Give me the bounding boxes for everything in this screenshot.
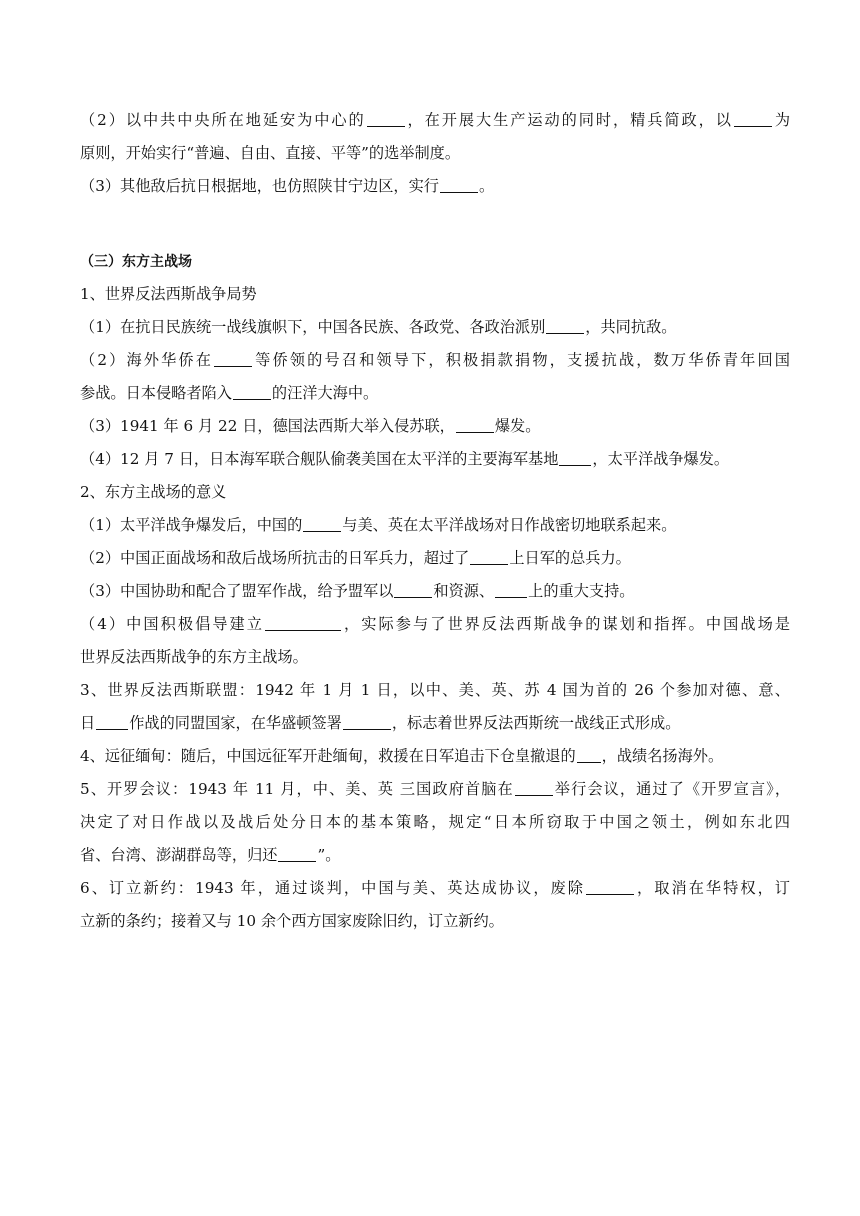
text-line: （4）12 月 7 日，日本海军联合舰队偷袭美国在太平洋的主要海军基地 ，太平洋战争爆发。	[80, 450, 730, 468]
text-line: 原则，开始实行“普遍、自由、直接、平等”的选举制度。	[80, 144, 461, 162]
text-line: （2）以中共中央所在地延安为中心的 ，在开展大生产运动的同时，精兵简政，以 为	[80, 111, 791, 129]
text-line: 立新的条约；接着又与 10 余个西方国家废除旧约，订立新约。	[80, 912, 504, 930]
answer-blank	[546, 318, 584, 334]
answer-blank	[515, 780, 553, 796]
text-line: 4、远征缅甸：随后，中国远征军开赴缅甸，救援在日军追击下仓皇撤退的 ，战绩名扬海外。	[80, 747, 724, 765]
text-line: 省、台湾、澎湖群岛等，归还 ”。	[80, 846, 341, 864]
answer-blank	[559, 450, 591, 466]
answer-blank	[233, 384, 271, 400]
answer-blank	[586, 879, 634, 895]
text-line: （2）中国正面战场和敌后战场所抗击的日军兵力，超过了 上日军的总兵力。	[80, 549, 631, 567]
answer-blank	[394, 582, 432, 598]
text-line: 日 作战的同盟国家，在华盛顿签署 ，标志着世界反法西斯统一战线正式形成。	[80, 714, 681, 732]
text-line: 世界反法西斯战争的东方主战场。	[80, 648, 308, 666]
text-line: （3）中国协助和配合了盟军作战，给予盟军以 和资源、 上的重大支持。	[80, 582, 635, 600]
text-line: （3）1941 年 6 月 22 日，德国法西斯大举入侵苏联， 爆发。	[80, 417, 541, 435]
answer-blank	[265, 615, 341, 631]
answer-blank	[456, 417, 494, 433]
answer-blank	[303, 516, 341, 532]
answer-blank	[278, 846, 316, 862]
answer-blank	[96, 714, 128, 730]
answer-blank	[577, 747, 601, 763]
answer-blank	[367, 111, 405, 127]
answer-blank	[495, 582, 527, 598]
answer-blank	[343, 714, 391, 730]
text-line: 6、订立新约：1943 年，通过谈判，中国与美、英达成协议，废除 ，取消在华特权，订	[80, 879, 790, 897]
answer-blank	[734, 111, 772, 127]
text-line: 决定了对日作战以及战后处分日本的基本策略，规定“日本所窃取于中国之领土，例如东北四	[80, 813, 790, 831]
subheading: 2、东方主战场的意义	[80, 483, 227, 501]
answer-blank	[440, 177, 478, 193]
text-line: 参战。日本侵略者陷入 的汪洋大海中。	[80, 384, 379, 402]
text-line: （1）太平洋战争爆发后，中国的 与美、英在太平洋战场对日作战密切地联系起来。	[80, 516, 677, 534]
answer-blank	[214, 351, 252, 367]
text-line: （1）在抗日民族统一战线旗帜下，中国各民族、各政党、各政治派别 ，共同抗敌。	[80, 318, 677, 336]
text-line: （4）中国积极倡导建立 ，实际参与了世界反法西斯战争的谋划和指挥。中国战场是	[80, 615, 790, 633]
section-heading: （三）东方主战场	[80, 254, 192, 270]
subheading: 1、世界反法西斯战争局势	[80, 285, 257, 303]
text-line: 3、世界反法西斯联盟：1942 年 1 月 1 日，以中、美、英、苏 4 国为首的 26 个参加对德、意、	[80, 681, 790, 699]
text-line: 5、开罗会议：1943 年 11 月，中、美、英 三国政府首脑在 举行会议，通过了《开罗宣言》，	[80, 780, 791, 798]
text-line: （3）其他敌后抗日根据地，也仿照陕甘宁边区，实行 。	[80, 177, 495, 195]
text-line: （2）海外华侨在 等侨领的号召和领导下，积极捐款捐物，支援抗战，数万华侨青年回国	[80, 351, 790, 369]
answer-blank	[470, 549, 508, 565]
